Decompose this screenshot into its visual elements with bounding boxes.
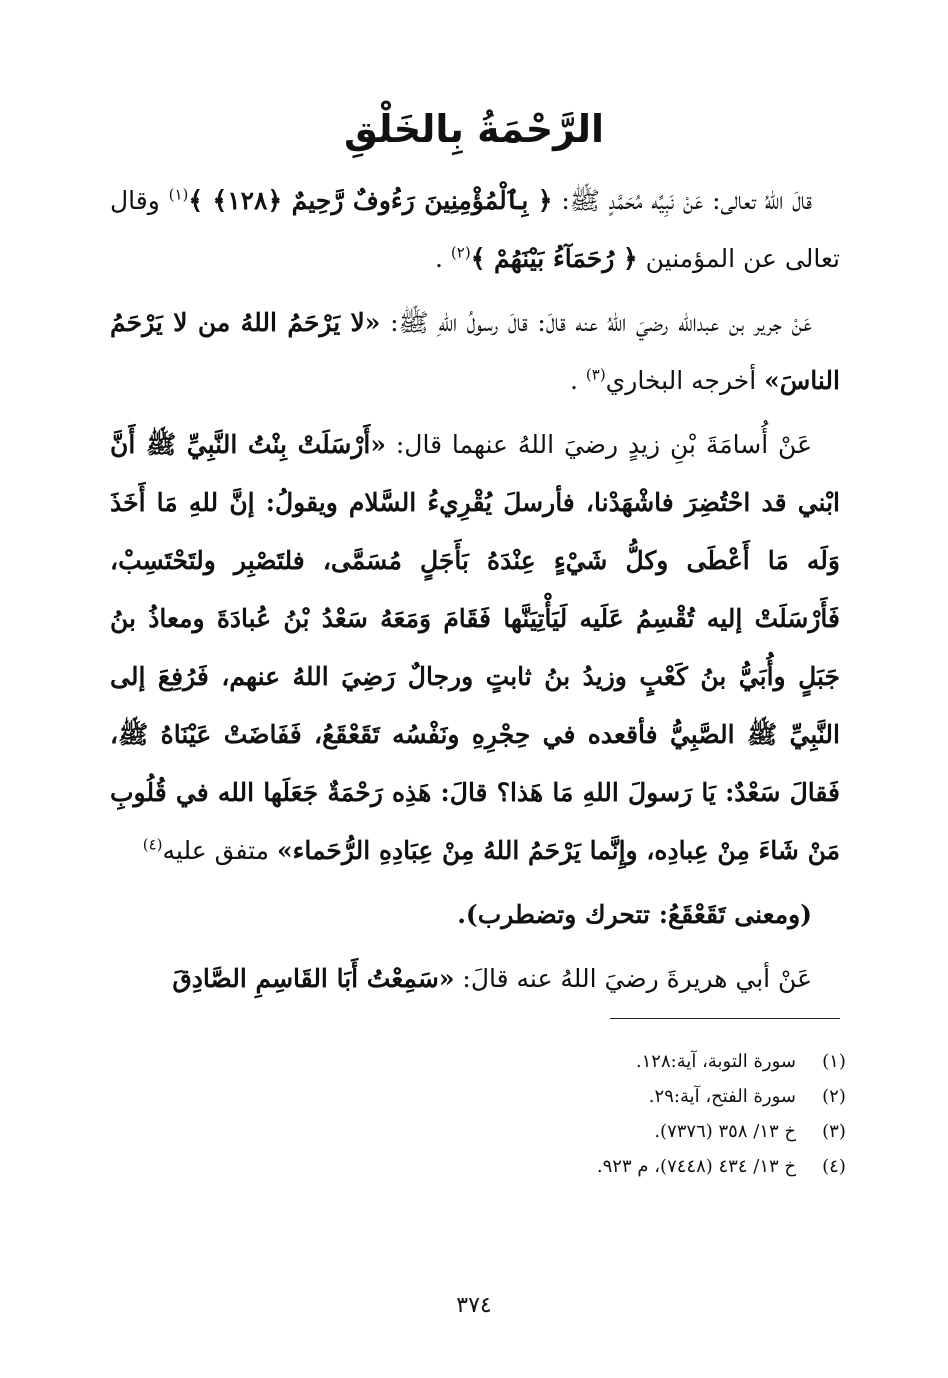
footnote-text: سورة التوبة، آية:١٢٨. <box>635 1051 796 1072</box>
footnote-text: خ ١٣/ ٤٣٤ (٧٤٤٨)، م ٩٢٣. <box>596 1156 796 1177</box>
paragraph-2-source: أخرجه البخاري <box>605 366 765 395</box>
footnote-ref-2: (٢) <box>450 243 471 262</box>
paragraph-1-intro: قالَ اللهُ تعالى: عَنْ نَبِيِّه مُحَمَّدٍ ﷺ: <box>552 186 812 215</box>
paragraph-2-intro: عَنْ جرير بن عبدالله رضيَ اللهُ عنه قالَ: قالَ رسولُ اللهِ ﷺ: <box>380 308 812 337</box>
hadith-quote-3: «أَرْسَلَتْ بِنْتُ النَّبِيِّ ﷺ أَنَّ ابْني قد احْتُضِرَ فاشْهَدْنا، فأرسلَ يُقْرِيءُ السَّلام ويقولُ: إنَّ للهِ مَا أَخَذَ وَلَه مَا أَعْطَى وكلُّ شَيْءٍ عِنْدَهُ بَأَجَلٍ مُسَمَّى، فلتَصْبِر ولتَحْتَسِبْ، فَأَرْسَلَتْ إليه تُقْسِمُ عَلَيه لَيَأْتِيَنَّها فَقَامَ وَمَعَهُ سَعْدُ بْنُ عُبادَةَ ومعاذُ بنُ جَبَلٍ وأُبَيُّ بنُ كَعْبٍ وزيدُ بنُ ثابتٍ ورجالٌ رَضِيَ اللهُ عنهم، فَرُفِعَ إلى النَّبِيِّ ﷺ الصَّبِيُّ فأقعده في حِجْرِهِ ونَفْسُه تَقَعْقَعُ، فَفَاضَتْ عَيْنَاهُ ﷺ، فَقالَ سَعْدٌ: يَا رَسولَ اللهِ مَا هَذا؟ قالَ: هَذِه رَحْمَةٌ جَعَلَها الله في قُلُوبِ مَنْ شَاءَ مِنْ عِبادِه، وإِنَّما يَرْحَمُ اللهُ مِنْ عِبَادِهِ الرُّحَماء» <box>110 430 840 865</box>
word-meaning-note: (ومعنى تَقَعْقَعُ: تتحرك وتضطرب). <box>457 900 812 929</box>
footnote-4 <box>152 1149 852 1184</box>
footnote-number: (٤) <box>822 1156 846 1177</box>
footnote-3 <box>152 1114 852 1149</box>
paragraph-1-end: . <box>435 244 451 273</box>
footnote-ref-4: (٤) <box>142 835 163 854</box>
paragraph-3-intro: عَنْ أُسامَةَ بْنِ زيدٍ رضيَ اللهُ عنهما قال: <box>386 430 812 459</box>
footnote-ref-3: (٣) <box>585 365 606 384</box>
hadith-quote-2: «لا يَرْحَمُ اللهُ من لا يَرْحَمُ الناسَ» <box>110 308 840 395</box>
paragraph-3 <box>110 416 840 880</box>
chapter-title: الرَّحْمَةُ بِالخَلْقِ <box>343 107 605 152</box>
footnotes <box>152 1044 852 1184</box>
page-number: ٣٧٤ <box>456 1293 492 1318</box>
footnote-1 <box>152 1044 852 1079</box>
main-text <box>110 172 840 1014</box>
hadith-quote-5: «سَمِعْتُ أَبَا القَاسِمِ الصَّادِقَ <box>172 964 455 993</box>
quran-quote-2: ﴿ رُحَمَآءُ بَيْنَهُمْ ﴾ <box>470 244 638 273</box>
footnote-number: (٢) <box>822 1086 846 1107</box>
footnote-number: (١) <box>822 1051 846 1072</box>
footnote-number: (٣) <box>822 1121 846 1142</box>
footnote-ref-1: (١) <box>168 185 189 204</box>
paragraph-2 <box>110 294 840 410</box>
paragraph-4 <box>110 886 840 944</box>
paragraph-1-middle: وقال تعالى عن المؤمنين <box>110 186 840 273</box>
paragraph-2-end: . <box>569 366 586 395</box>
footnote-2 <box>152 1079 852 1114</box>
paragraph-5-intro: عَنْ أبي هريرةَ رضيَ اللهُ عنه قالَ: <box>454 964 812 993</box>
footnote-divider <box>610 1018 840 1019</box>
quran-quote-1: ﴿ بِٱلْمُؤْمِنِينَ رَءُوفٌ رَّحِيمٌ ﴿١٢٨﴾ ﴾ <box>188 186 553 215</box>
footnote-text: خ ١٣/ ٣٥٨ (٧٣٧٦). <box>654 1121 796 1142</box>
paragraph-1 <box>110 172 840 288</box>
paragraph-3-source: متفق عليه <box>162 836 277 865</box>
footnote-text: سورة الفتح، آية:٢٩. <box>648 1086 796 1107</box>
paragraph-5 <box>110 950 840 1008</box>
